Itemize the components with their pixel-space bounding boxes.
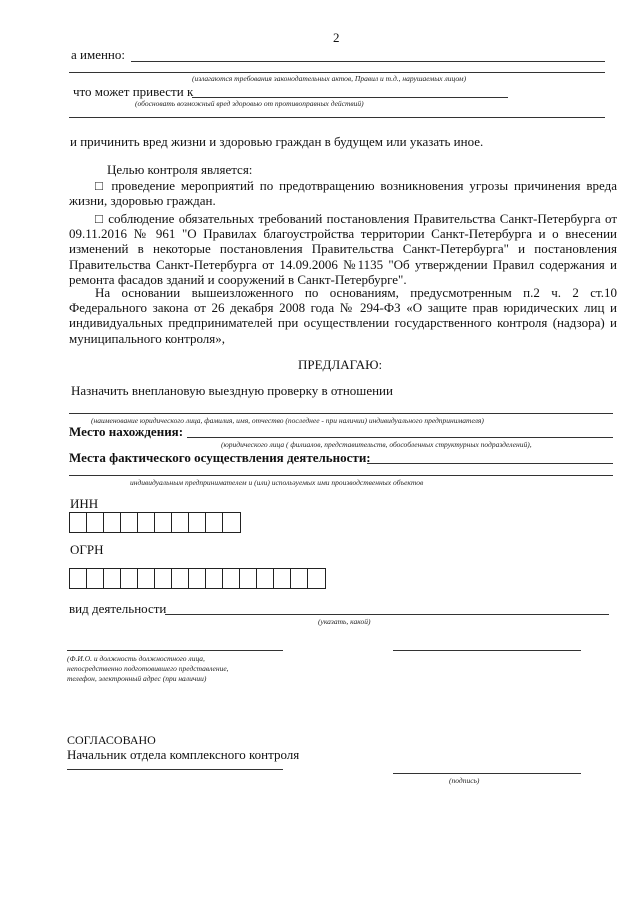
actual-places-line-2 [69, 475, 613, 476]
page-number: 2 [333, 30, 340, 45]
inn-cell[interactable] [138, 513, 155, 532]
ogrn-cell[interactable] [172, 569, 189, 588]
inn-cell[interactable] [223, 513, 240, 532]
head-name-line [67, 769, 283, 770]
note-official-1: (Ф.И.О. и должность должностного лица, [67, 654, 205, 663]
goal-2: □ соблюдение обязательных требований постановления Правительства Санкт-Петербурга от 09.11.2016 № 961 "О Правилах благоустройства территории Санкт-Петербурга и о внесении изменений в некоторые постановления Правительства Санкт-Петербурга" и постановления Правительства Санкт-Петербурга от 14.09.2006 №1135 "Об утверждении Правил содержания и ремонта фасадов зданий и сооружений в Санкт-Петербурге". [69, 211, 617, 287]
a-imenno-label: а именно: [71, 47, 125, 62]
ogrn-cell[interactable] [155, 569, 172, 588]
inn-cell[interactable] [155, 513, 172, 532]
assign-line [69, 413, 613, 414]
ogrn-label: ОГРН [70, 542, 104, 557]
ogrn-cell[interactable] [308, 569, 325, 588]
inn-cell[interactable] [172, 513, 189, 532]
official-signature-line [393, 650, 581, 651]
a-imenno-line [131, 61, 605, 62]
note-actual: индивидуальным предпринимателем и (или) используемых ими производственных объектов [130, 478, 424, 487]
activity-line [165, 614, 609, 615]
a-imenno-line-2 [69, 72, 605, 73]
note-official-3: телефон, электронный адрес (при наличии) [67, 674, 207, 683]
goal-heading: Целью контроля является: [107, 162, 253, 177]
inn-cell[interactable] [104, 513, 121, 532]
ogrn-boxes[interactable] [69, 568, 326, 589]
location-line [187, 437, 613, 438]
note-location: (юридического лица ( филиалов, представительств, обособленных структурных подразделений), [221, 440, 532, 449]
inn-cell[interactable] [87, 513, 104, 532]
actual-places-label: Места фактического осуществления деятельности: [69, 450, 371, 465]
head-signature-line [393, 773, 581, 774]
ogrn-cell[interactable] [70, 569, 87, 588]
inn-cell[interactable] [189, 513, 206, 532]
mozhet-label: что может привести к [73, 84, 194, 99]
ogrn-cell[interactable] [138, 569, 155, 588]
ogrn-cell[interactable] [274, 569, 291, 588]
note-official-2: непосредственно подготовившего представление, [67, 664, 229, 673]
harm-line: и причинить вред жизни и здоровью граждан в будущем или указать иное. [70, 134, 484, 149]
inn-cell[interactable] [70, 513, 87, 532]
note-signature: (подпись) [449, 776, 480, 785]
location-label: Место нахождения: [69, 424, 184, 439]
ogrn-cell[interactable] [104, 569, 121, 588]
inn-label: ИНН [70, 496, 99, 511]
inn-cell[interactable] [206, 513, 223, 532]
actual-places-line [367, 463, 613, 464]
agreed-label: СОГЛАСОВАНО [67, 733, 156, 747]
mozhet-line [192, 97, 508, 98]
harm-line-blank [69, 117, 605, 118]
ogrn-cell[interactable] [206, 569, 223, 588]
activity-label: вид деятельности [69, 601, 167, 616]
note-name: (наименование юридического лица, фамилия, имя, отчество (последнее - при наличии) индивидуального предпринимателя) [91, 416, 484, 425]
predlagayu-heading: ПРЕДЛАГАЮ: [298, 357, 383, 372]
ogrn-cell[interactable] [87, 569, 104, 588]
note-harm: (обосновать возможный вред здоровью от противоправных действий) [135, 99, 364, 108]
ogrn-cell[interactable] [121, 569, 138, 588]
official-line [67, 650, 283, 651]
inn-cell[interactable] [121, 513, 138, 532]
inn-boxes[interactable] [69, 512, 241, 533]
ogrn-cell[interactable] [291, 569, 308, 588]
note-activity: (указать, какой) [318, 617, 371, 626]
goal-1: □ проведение мероприятий по предотвращению возникновения угрозы причинения вреда жизни, здоровью граждан. [69, 178, 617, 209]
ogrn-cell[interactable] [223, 569, 240, 588]
basis-paragraph: На основании вышеизложенного по основаниям, предусмотренным п.2 ч. 2 ст.10 Федерального закона от 26 декабря 2008 года № 294-ФЗ «О защите прав юридических лиц и индивидуальных предпринимателей при осуществлении государственного контроля (надзора) и муниципального контроля», [69, 285, 617, 346]
note-requirements: (излагаются требования законодательных актов, Правил и т.д., нарушаемых лицом) [192, 74, 467, 83]
ogrn-cell[interactable] [257, 569, 274, 588]
assign-text: Назначить внеплановую выездную проверку в отношении [71, 383, 393, 398]
ogrn-cell[interactable] [189, 569, 206, 588]
ogrn-cell[interactable] [240, 569, 257, 588]
head-title: Начальник отдела комплексного контроля [67, 747, 300, 762]
